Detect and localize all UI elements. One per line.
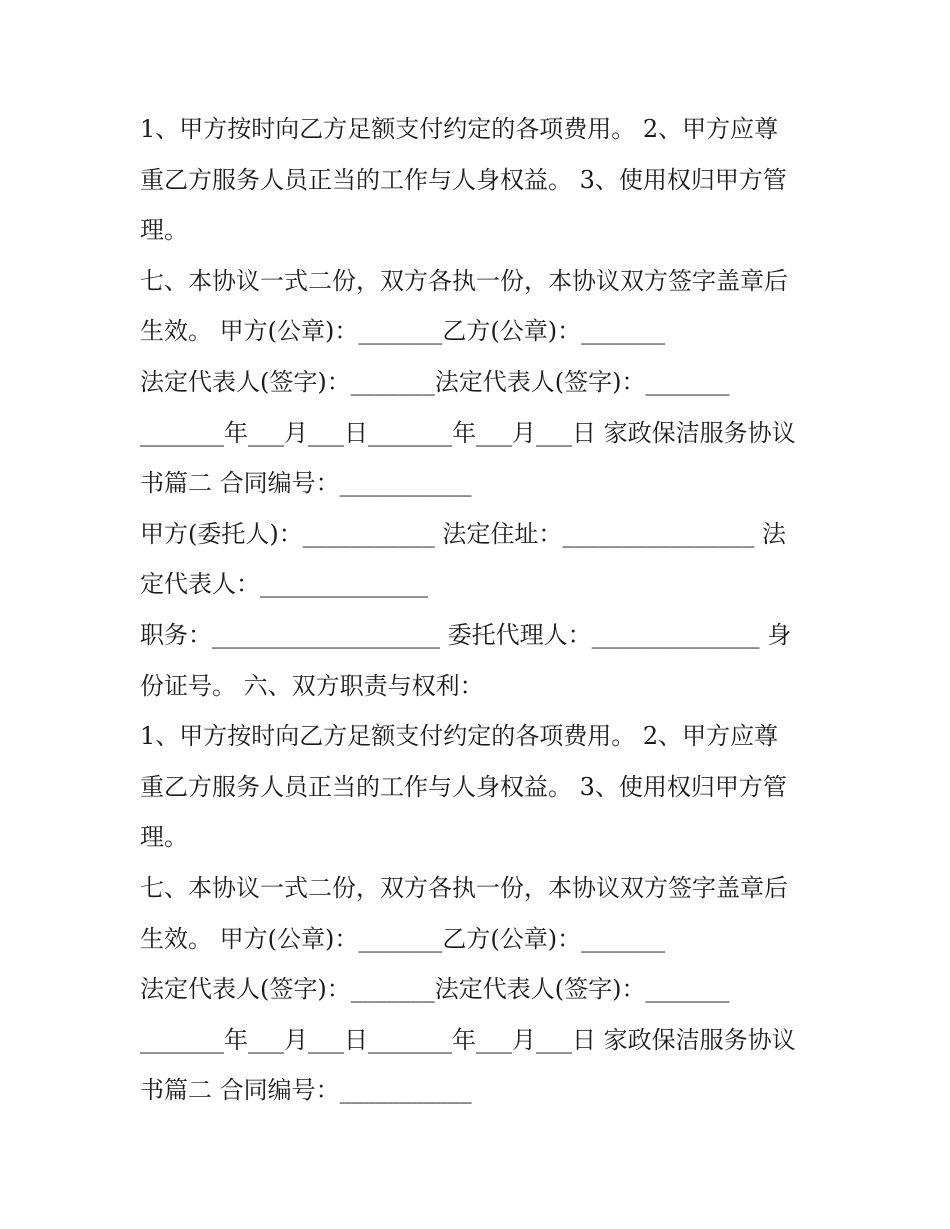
text-line: 职务：___________________ 委托代理人：______________ 身 [140,620,792,649]
text-line: 七、本协议一式二份，双方各执一份，本协议双方签字盖章后 [140,873,788,902]
text-line: 生效。 甲方(公章)：_______乙方(公章)：_______ [140,317,666,346]
text-line: 重乙方服务人员正当的工作与人身权益。 3、使用权归甲方管 [140,165,787,194]
text-line: 书篇二 合同编号：___________ [140,469,472,498]
text-line: _______年___月___日_______年___月___日 家政保洁服务协议 [140,418,796,447]
text-line: 甲方(委托人)：___________ 法定住址：________________ 法 [140,519,786,548]
text-line: 份证号。 六、双方职责与权利： [140,671,484,700]
text-line: 定代表人：______________ [140,570,428,599]
text-line: 法定代表人(签字)：_______法定代表人(签字)：_______ [140,975,730,1004]
text-line: _______年___月___日_______年___月___日 家政保洁服务协议 [140,1025,796,1054]
document-body [140,104,820,1116]
text-line: 法定代表人(签字)：_______法定代表人(签字)：_______ [140,367,730,396]
text-line: 1、甲方按时向乙方足额支付约定的各项费用。 2、甲方应尊 [140,722,779,751]
text-line: 生效。 甲方(公章)：_______乙方(公章)：_______ [140,924,666,953]
text-line: 理。 [140,823,188,852]
text-line: 重乙方服务人员正当的工作与人身权益。 3、使用权归甲方管 [140,772,787,801]
text-line: 理。 [140,216,188,245]
text-line: 书篇二 合同编号：___________ [140,1076,472,1105]
text-line: 1、甲方按时向乙方足额支付约定的各项费用。 2、甲方应尊 [140,115,779,143]
text-line: 七、本协议一式二份，双方各执一份，本协议双方签字盖章后 [140,266,788,295]
